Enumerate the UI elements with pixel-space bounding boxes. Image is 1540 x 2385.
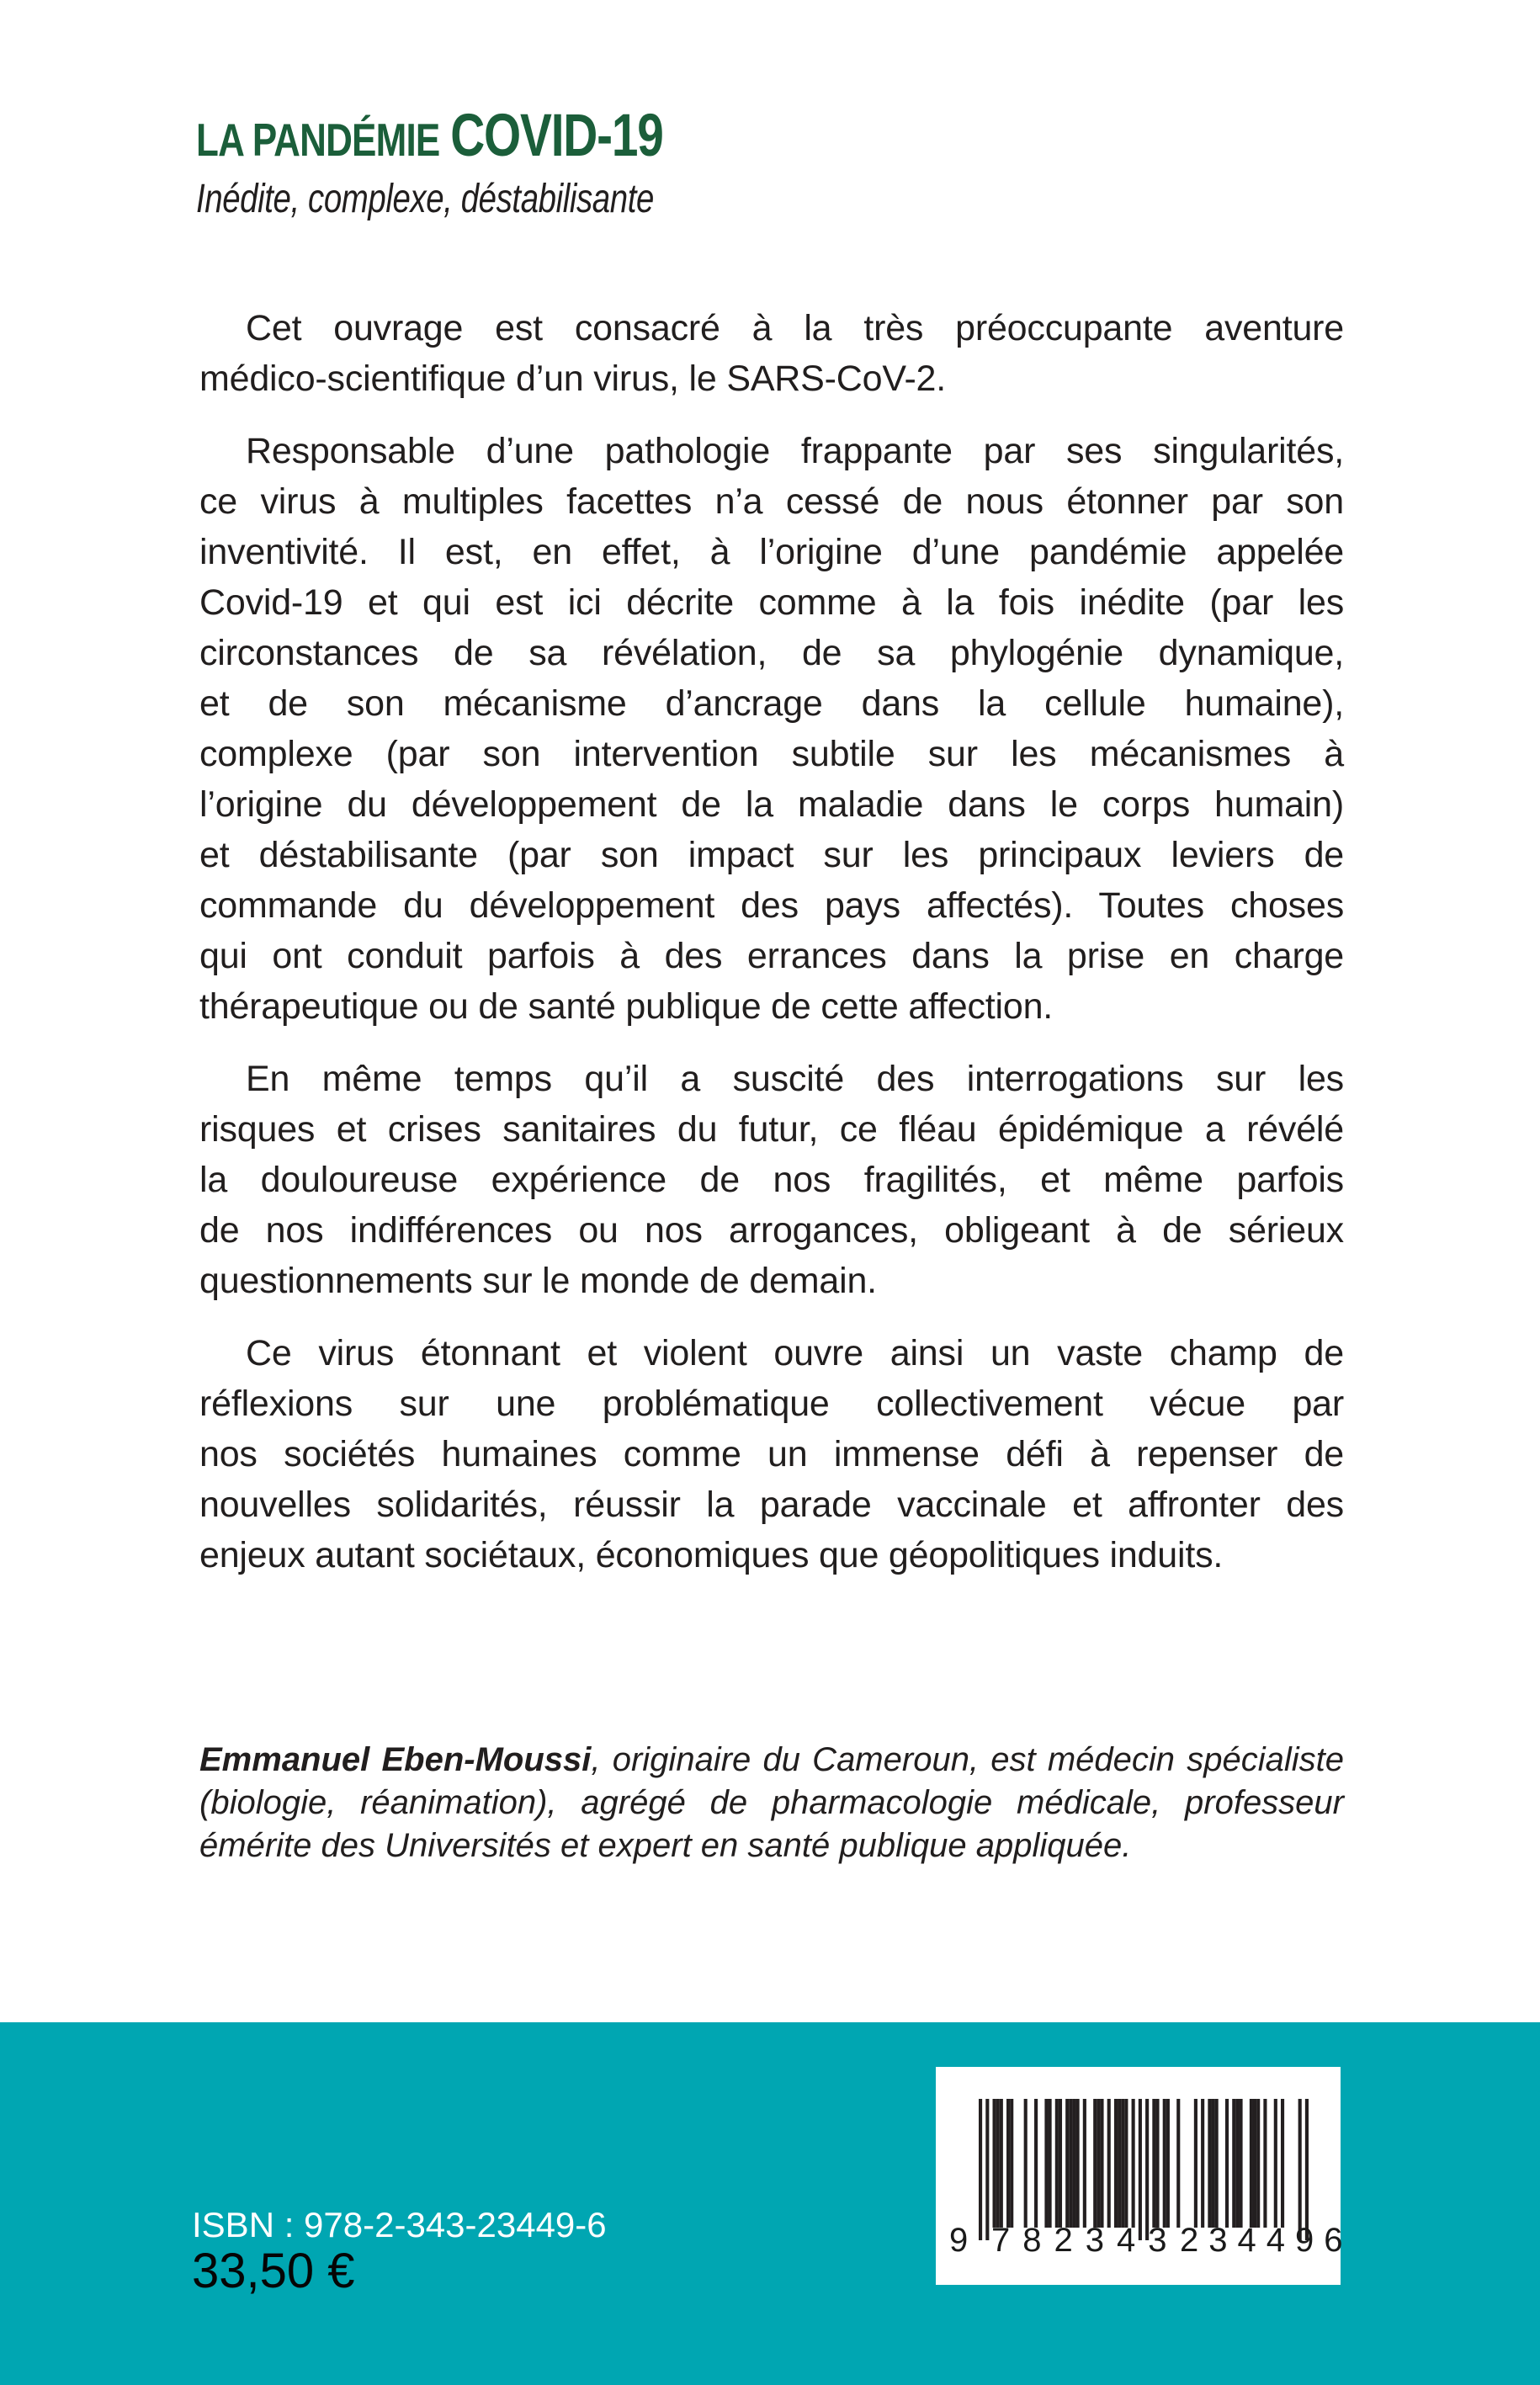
synopsis-line: questionnements sur le monde de demain. [199, 1261, 877, 1301]
barcode-bars [979, 2099, 1309, 2240]
author-name: Emmanuel Eben-Moussi [199, 1741, 592, 1778]
synopsis-line: complexe (par son intervention subtile sur les mécanismes à [199, 734, 1344, 774]
barcode [936, 2067, 1353, 2285]
header [196, 103, 663, 222]
price-text: 33,50 € [192, 2244, 355, 2298]
barcode-digit-group-2: 234496 [1180, 2222, 1353, 2259]
book-title [196, 103, 663, 169]
synopsis-line: l’origine du développement de la maladie dans le corps humain) [199, 784, 1344, 825]
synopsis-line: risques et crises sanitaires du futur, ce fléau épidémique a révélé [199, 1109, 1344, 1150]
footer-band [0, 2022, 1540, 2385]
barcode-digit-left: 9 [949, 2222, 969, 2259]
synopsis-line: de nos indifférences ou nos arrogances, obligeant à de sérieux [199, 1210, 1344, 1251]
synopsis-line: ce virus à multiples facettes n’a cessé de nous étonner par son [199, 481, 1344, 522]
barcode-digit-group-1: 782343 [991, 2222, 1180, 2259]
isbn-text: ISBN : 978-2-343-23449-6 [192, 2205, 607, 2244]
author-bio [199, 1739, 1344, 1867]
synopsis-paragraph [199, 303, 1344, 404]
synopsis-paragraph [199, 426, 1344, 1032]
synopsis-line: nouvelles solidarités, réussir la parade vaccinale et affronter des [199, 1485, 1344, 1525]
synopsis-line: commande du développement des pays affectés). Toutes choses [199, 885, 1344, 926]
author-bio-text: , originaire du Cameroun, est médecin spécialiste (biologie, réanimation), agrégé de pharmacologie médicale, professeur émérite des Universités et expert en santé publique appliquée. [199, 1741, 1344, 1864]
synopsis-line: circonstances de sa révélation, de sa phylogénie dynamique, [199, 633, 1344, 673]
synopsis-line: Ce virus étonnant et violent ouvre ainsi un vaste champ de [246, 1333, 1344, 1373]
synopsis-line: En même temps qu’il a suscité des interrogations sur les [246, 1059, 1344, 1099]
title-prefix: LA PANDÉMIE [196, 114, 440, 166]
synopsis-line: médico-scientifique d’un virus, le SARS-CoV-2. [199, 359, 947, 399]
synopsis-line: Responsable d’une pathologie frappante par ses singularités, [246, 431, 1344, 471]
synopsis-line: enjeux autant sociétaux, économiques que géopolitiques induits. [199, 1535, 1224, 1575]
synopsis-line: inventivité. Il est, en effet, à l’origine d’une pandémie appelée [199, 532, 1344, 572]
synopsis-line: réflexions sur une problématique collectivement vécue par [199, 1384, 1344, 1424]
synopsis-line: qui ont conduit parfois à des errances dans la prise en charge [199, 936, 1344, 976]
synopsis-paragraph [199, 1054, 1344, 1306]
synopsis [199, 303, 1344, 1602]
synopsis-line: Covid-19 et qui est ici décrite comme à la fois inédite (par les [199, 582, 1344, 623]
synopsis-line: et de son mécanisme d’ancrage dans la cellule humaine), [199, 683, 1344, 724]
synopsis-line: la douloureuse expérience de nos fragilités, et même parfois [199, 1160, 1344, 1200]
title-main: COVID-19 [450, 103, 663, 169]
barcode-digits [936, 2222, 1353, 2260]
synopsis-line: thérapeutique ou de santé publique de cette affection. [199, 986, 1054, 1027]
synopsis-line: nos sociétés humaines comme un immense défi à repenser de [199, 1434, 1344, 1474]
synopsis-paragraph [199, 1328, 1344, 1580]
synopsis-line: Cet ouvrage est consacré à la très préoccupante aventure [246, 308, 1344, 348]
synopsis-line: et déstabilisante (par son impact sur les principaux leviers de [199, 835, 1344, 875]
book-subtitle: Inédite, complexe, déstabilisante [196, 177, 654, 221]
